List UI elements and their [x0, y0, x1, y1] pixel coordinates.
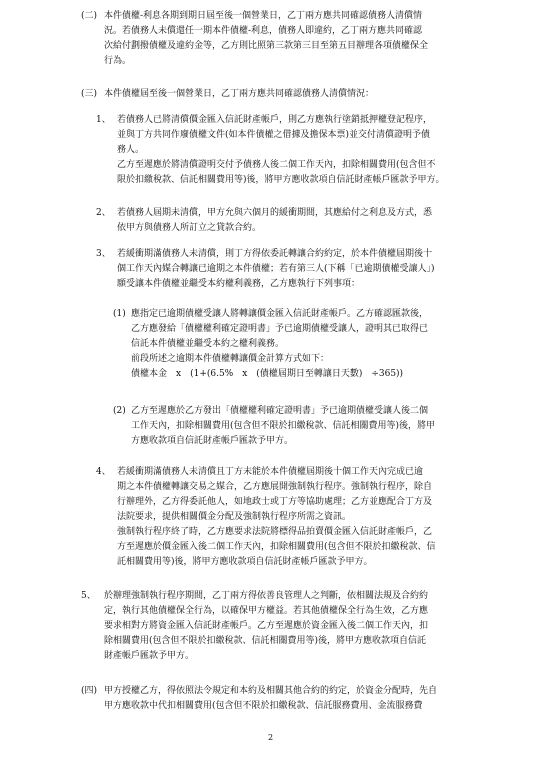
text-line: 法院要求，提供相關價金分配及強制執行程序所需之資訊。 — [117, 512, 352, 522]
formula-line: 債權本金 x (1+(6.5% x (債權屆期日至轉讓日天數) ÷365)) — [131, 369, 404, 379]
page-number: 2 — [267, 733, 274, 742]
text-line: 個工作天內媒合轉讓已逾期之本件債權；若有第三人(下稱「已逾期債權受讓人」) — [117, 264, 435, 274]
text-line: 甲方授權乙方，得依照法令規定和本約及相關其他合約的約定，於資金分配時，先自 — [104, 686, 438, 696]
text-line: 信託本件債權並繼受本約之權利義務。 — [131, 339, 285, 349]
text-line: 依甲方與債務人所訂立之貸款合約。 — [117, 223, 262, 233]
text-line: 除相關費用(包含但不限於扣繳稅款、信託相關費用等)後，將甲方應收款項自信託 — [104, 636, 427, 646]
text-line: 託相關費用等)後，將甲方應收款項自信託財產帳戶匯款予甲方。 — [117, 557, 373, 567]
paragraph — [131, 404, 491, 449]
text-line: 乙方至遲應於乙方發出「債權權利確定證明書」予已逾期債權受讓人後二個 — [131, 406, 429, 416]
text-line: 限於扣繳稅款、信託相關費用等)後，將甲方應收款項自信託財產帳戶匯款予甲方。 — [117, 175, 445, 185]
text-line: 前段所述之逾期本件債權轉讓價金計算方式如下： — [131, 354, 330, 364]
paragraph — [117, 465, 489, 570]
text-line: 應指定已逾期債權受讓人將轉讓價金匯入信託財產帳戶。乙方確認匯款後， — [131, 309, 429, 319]
paragraph — [104, 589, 489, 664]
text-line: 乙方至遲應於將清償證明交付予債務人後二個工作天內，扣除相關費用(包含但不 — [117, 160, 436, 170]
text-line: 況。若債務人未償還任一期本件債權-利息，債務人即違約，乙丁兩方應共同確認 — [104, 26, 423, 36]
item-marker: 5、 — [81, 591, 96, 601]
item-marker: 2、 — [96, 208, 111, 218]
paragraph — [117, 113, 489, 188]
item-marker: 3、 — [96, 249, 111, 259]
text-line: 務人。 — [117, 145, 145, 155]
paragraph — [117, 247, 489, 292]
text-line: 方應收款項自信託財產帳戶匯款予甲方。 — [131, 436, 294, 446]
text-line: 次給付劃撥債權及違約金等，乙方則比照第三款第三目至第五目辦理各項債權保全 — [104, 41, 429, 51]
text-line: 若緩衝期滿債務人未清償且丁方未能於本件債權屆期後十個工作天內完成已逾 — [117, 467, 424, 477]
text-line: 甲方應收款中代扣相關費用(包含但不限於扣繳稅款、信託服務費用、金流服務費 — [104, 701, 423, 711]
paragraph — [104, 87, 484, 102]
section-marker: (二) — [81, 11, 98, 21]
subitem-marker: (1) — [113, 309, 126, 319]
item-marker: 4、 — [96, 467, 111, 477]
paragraph — [131, 307, 491, 382]
section-marker: (三) — [81, 89, 98, 99]
text-line: 工作天內，扣除相關費用(包含但不限於扣繳稅款、信託相關費用等)後，將甲 — [131, 421, 436, 431]
item-marker: 1、 — [96, 115, 111, 125]
text-line: 定，執行其他債權保全行為，以確保甲方權益。若其他債權保全行為生效，乙方應 — [104, 606, 429, 616]
text-line: 若債務人已將清償價金匯入信託財產帳戶，則乙方應執行塗銷抵押權登記程序， — [117, 115, 433, 125]
text-line: 行為。 — [104, 56, 132, 66]
section-marker: (四) — [81, 686, 98, 696]
subitem-marker: (2) — [113, 406, 126, 416]
text-line: 期之本件債權轉讓交易之媒合，乙方應展開強制執行程序。強制執行程序，除自 — [117, 482, 433, 492]
paragraph — [104, 9, 484, 69]
text-line: 本件債權屆至後一個營業日，乙丁兩方應共同確認債務人清償情況： — [104, 89, 375, 99]
text-line: 於辦理強制執行程序期間，乙丁兩方得依善良管理人之判斷，依相關法規及合約約 — [104, 591, 429, 601]
text-line: 行辦理外，乙方得委託他人，如地政士或丁方等協助處理；乙方並應配合丁方及 — [117, 497, 433, 507]
text-line: 若債務人屆期未清償，甲方允與六個月的緩衝期間，其應給付之利息及方式，悉 — [117, 208, 433, 218]
text-line: 願受讓本件債權並繼受本約權利義務，乙方應執行下列事項： — [117, 279, 361, 289]
text-line: 本件債權-利息各期到期日屆至後一個營業日，乙丁兩方應共同確認債務人清償情 — [104, 11, 423, 21]
paragraph — [117, 206, 489, 236]
paragraph — [104, 684, 489, 714]
text-line: 乙方應發給「債權權利確定證明書」予已逾期債權受讓人，證明其已取得已 — [131, 324, 429, 334]
text-line: 並與丁方共同作廢債權文件(如本件債權之借據及擔保本票)並交付清償證明予債 — [117, 130, 431, 140]
text-line: 方至遲應於價金匯入後二個工作天內，扣除相關費用(包含但不限於扣繳稅款、信 — [117, 542, 436, 552]
text-line: 若緩衝期滿債務人未清償，則丁方得依委託轉讓合約約定，於本件債權屆期後十 — [117, 249, 433, 259]
text-line: 財產帳戶匯款予甲方。 — [104, 651, 195, 661]
text-line: 強制執行程序終了時，乙方應要求法院將標得品拍賣價金匯入信託財產帳戶，乙 — [117, 527, 433, 537]
text-line: 要求相對方將資金匯入信託財產帳戶。乙方至遲應於資金匯入後二個工作天內，扣 — [104, 621, 429, 631]
